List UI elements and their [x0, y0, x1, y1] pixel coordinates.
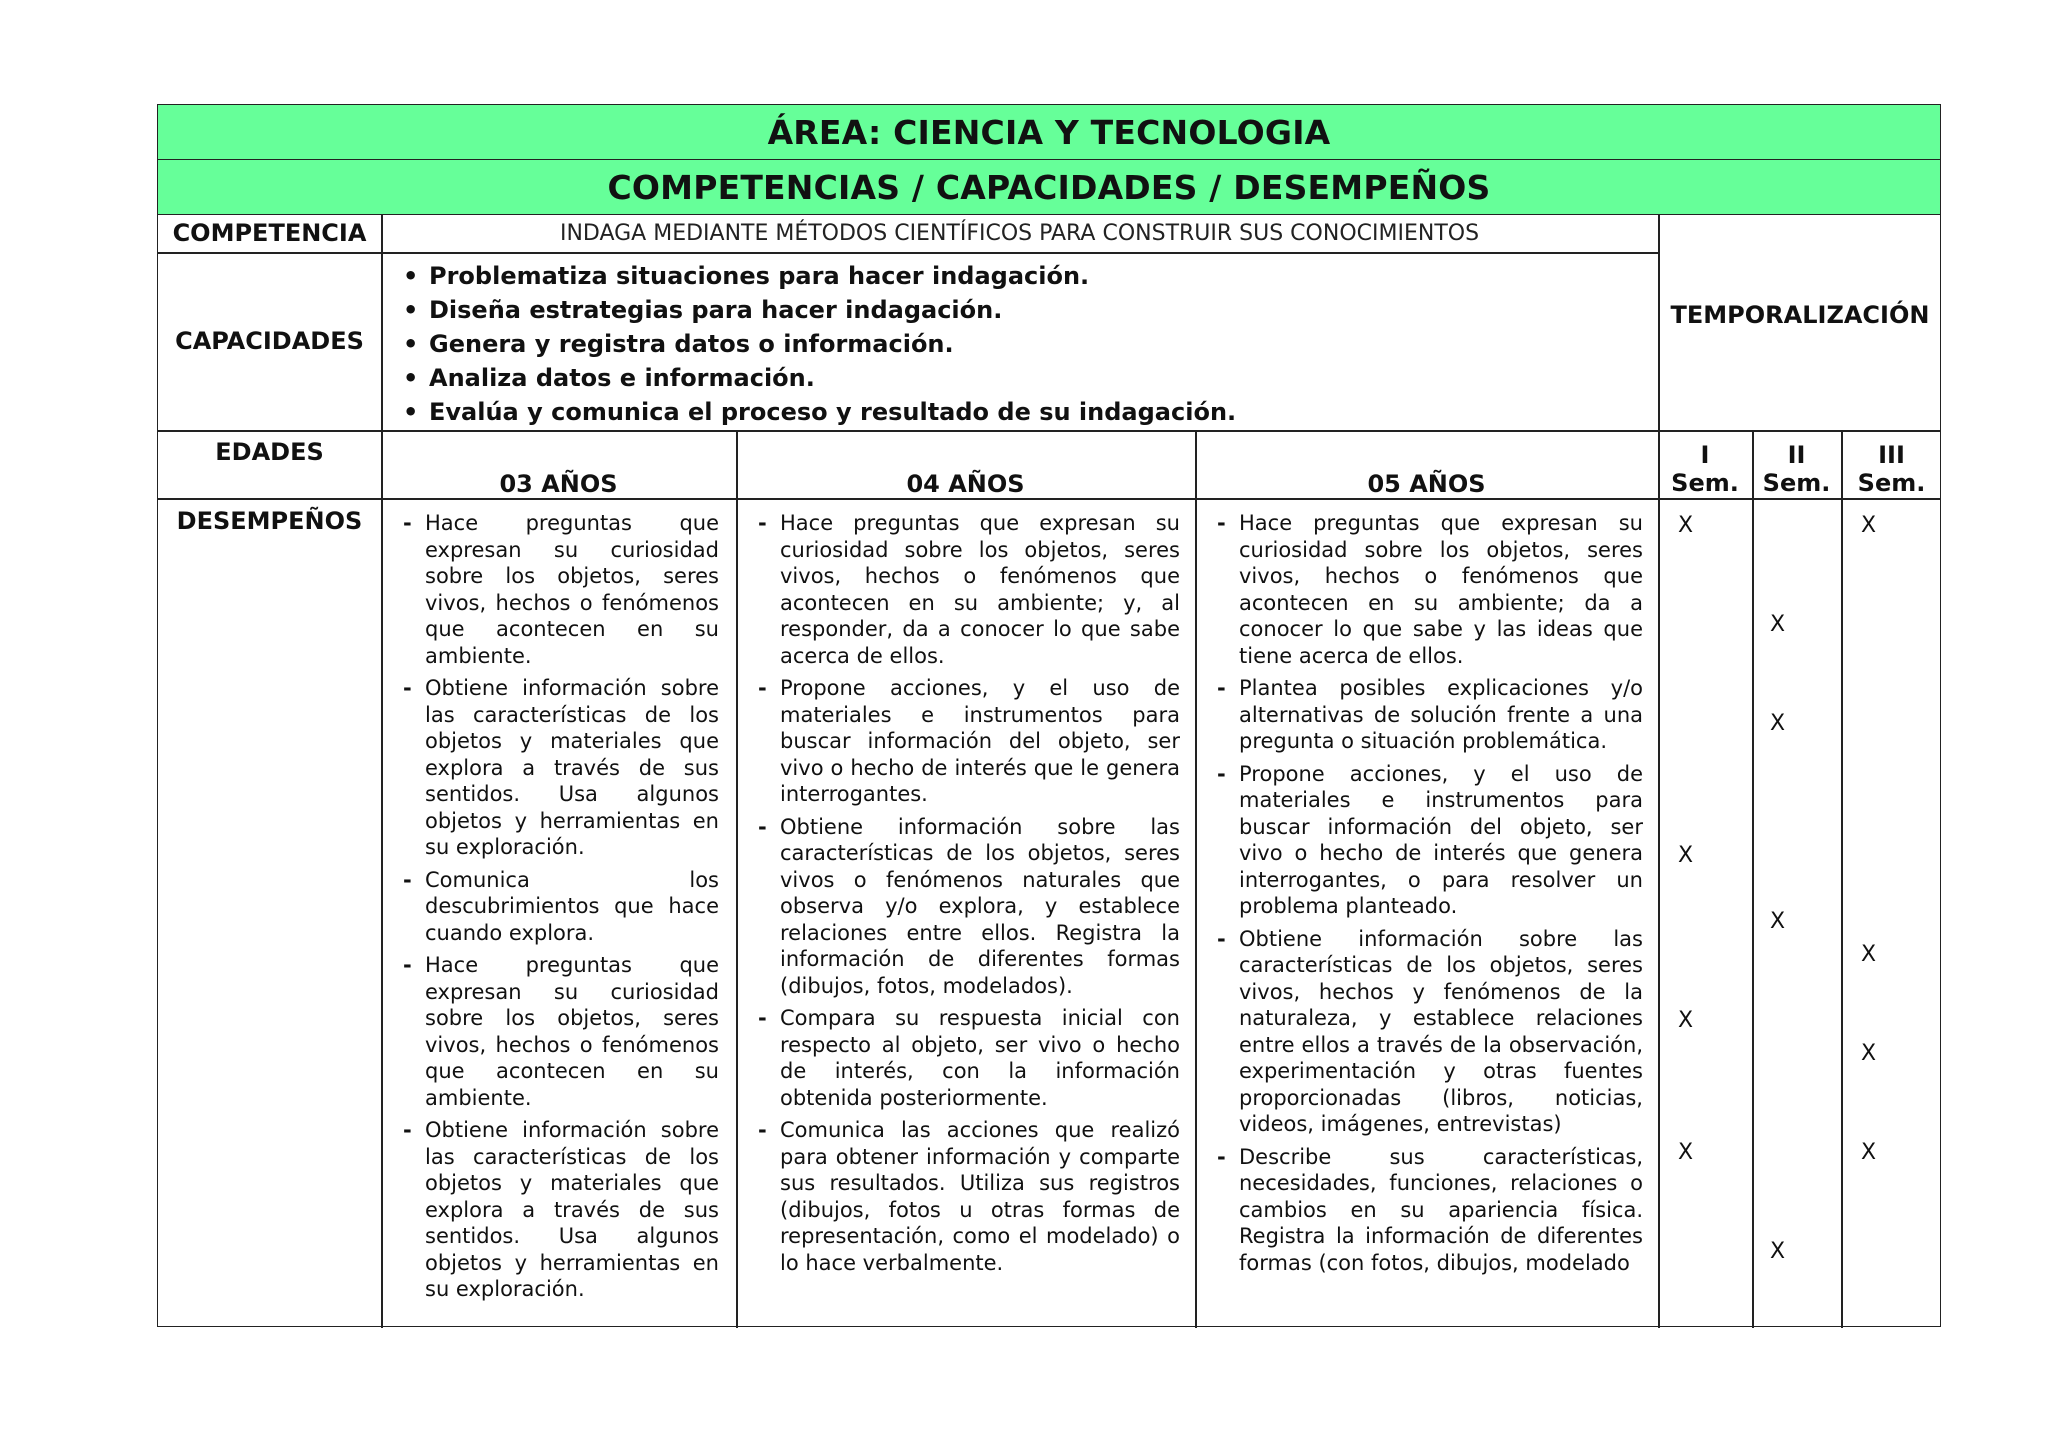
area-title: ÁREA: CIENCIA Y TECNOLOGIA	[158, 105, 1940, 160]
desempeno-item: - Hace preguntas que expresan su curiosidad sobre los objetos, seres vivos, hechos o fenómenos que acontecen en su ambiente.	[401, 952, 719, 1111]
semester-header-3: III Sem.	[1857, 441, 1926, 497]
desempeno-item: - Obtiene información sobre las características de los objetos, seres vivos, hechos y fenómenos de la naturaleza, y establece relaciones entre ellos a través de la observación, experimentación y otras fuentes proporcionadas (libros, noticias, videos, imágenes, entrevistas)	[1215, 926, 1643, 1138]
desempeno-item: - Hace preguntas que expresan su curiosidad sobre los objetos, seres vivos, hechos o fenómenos que acontecen en su ambiente.	[401, 510, 719, 669]
semester-header-1: I Sem.	[1671, 441, 1739, 497]
sem1-mark: X	[1678, 1008, 1694, 1033]
competencia-label: COMPETENCIA	[172, 219, 367, 247]
desempeno-item: - Hace preguntas que expresan su curiosidad sobre los objetos, seres vivos, hechos o fenómenos que acontecen en su ambiente; y, al responder, da a conocer lo que sabe acerca de ellos.	[756, 510, 1180, 669]
section-subtitle: COMPETENCIAS / CAPACIDADES / DESEMPEÑOS	[158, 160, 1940, 215]
edades-label: EDADES	[215, 438, 324, 466]
capacidad-item: • Analiza datos e información.	[403, 361, 1643, 395]
desempeno-item: - Obtiene información sobre las características de los objetos y materiales que explora a través de sus sentidos. Usa algunos objetos y herramientas en su exploración.	[401, 675, 719, 861]
desempeno-item: - Compara su respuesta inicial con respecto al objeto, ser vivo o hecho de interés, con la información obtenida posteriormente.	[756, 1005, 1180, 1111]
desempeno-item: - Obtiene información sobre las características de los objetos y materiales que explora a través de sus sentidos. Usa algunos objetos y herramientas en su exploración.	[401, 1117, 719, 1303]
sem3-mark: X	[1861, 513, 1877, 538]
desempenos-03-anos	[401, 510, 719, 1309]
desempeno-item: - Plantea posibles explicaciones y/o alternativas de solución frente a una pregunta o situación problemática.	[1215, 675, 1643, 755]
desempeno-item: - Hace preguntas que expresan su curiosidad sobre los objetos, seres vivos, hechos o fenómenos que acontecen en su ambiente; da a conocer lo que sabe y las ideas que tiene acerca de ellos.	[1215, 510, 1643, 669]
capacidades-label: CAPACIDADES	[175, 327, 364, 355]
desempeno-item: - Comunica las acciones que realizó para obtener información y comparte sus resultados. Utiliza sus registros (dibujos, fotos u otras formas de representación, como el modelado) o lo hace verbalmente.	[756, 1117, 1180, 1276]
competencia-text: INDAGA MEDIANTE MÉTODOS CIENTÍFICOS PARA CONSTRUIR SUS CONOCIMIENTOS	[559, 221, 1480, 246]
desempeno-item: - Obtiene información sobre las características de los objetos, seres vivos o fenómenos naturales que observa y/o explora, y establece relaciones entre ellos. Registra la información de diferentes formas (dibujos, fotos, modelados).	[756, 814, 1180, 1000]
desempeno-item: - Comunica los descubrimientos que hace cuando explora.	[401, 867, 719, 947]
sem2-mark: X	[1770, 612, 1786, 637]
capacidad-item: • Evalúa y comunica el proceso y resultado de su indagación.	[403, 395, 1643, 429]
sem2-mark: X	[1770, 711, 1786, 736]
desempeno-item: - Describe sus características, necesidades, funciones, relaciones o cambios en su apariencia física. Registra la información de diferentes formas (con fotos, dibujos, modelado	[1215, 1144, 1643, 1277]
desempenos-label: DESEMPEÑOS	[176, 507, 363, 535]
curriculum-table	[157, 104, 1941, 1327]
sem3-mark: X	[1861, 1041, 1877, 1066]
desempeno-item: - Propone acciones, y el uso de materiales e instrumentos para buscar información del objeto, ser vivo o hecho de interés que genera interrogantes, o para resolver un problema planteado.	[1215, 761, 1643, 920]
sem1-mark: X	[1678, 513, 1694, 538]
semester-header-2: II Sem.	[1762, 441, 1831, 497]
sem1-mark: X	[1678, 1140, 1694, 1165]
sem2-mark: X	[1770, 909, 1786, 934]
capacidad-item: • Diseña estrategias para hacer indagación.	[403, 293, 1643, 327]
capacidad-item: • Genera y registra datos o información.	[403, 327, 1643, 361]
sem2-mark: X	[1770, 1239, 1786, 1264]
temporalizacion-header: TEMPORALIZACIÓN	[1670, 301, 1930, 329]
age-header-3: 03 AÑOS	[499, 470, 618, 498]
desempenos-05-anos	[1215, 510, 1643, 1322]
capacidad-item: • Problematiza situaciones para hacer indagación.	[403, 259, 1643, 293]
desempenos-04-anos	[756, 510, 1180, 1282]
age-header-5: 05 AÑOS	[1367, 470, 1486, 498]
age-header-4: 04 AÑOS	[906, 470, 1025, 498]
desempeno-item: - Propone acciones, y el uso de materiales e instrumentos para buscar información del objeto, ser vivo o hecho de interés que le genera interrogantes.	[756, 675, 1180, 808]
sem3-mark: X	[1861, 1140, 1877, 1165]
capacidades-list	[403, 259, 1643, 429]
sem1-mark: X	[1678, 843, 1694, 868]
sem3-mark: X	[1861, 942, 1877, 967]
